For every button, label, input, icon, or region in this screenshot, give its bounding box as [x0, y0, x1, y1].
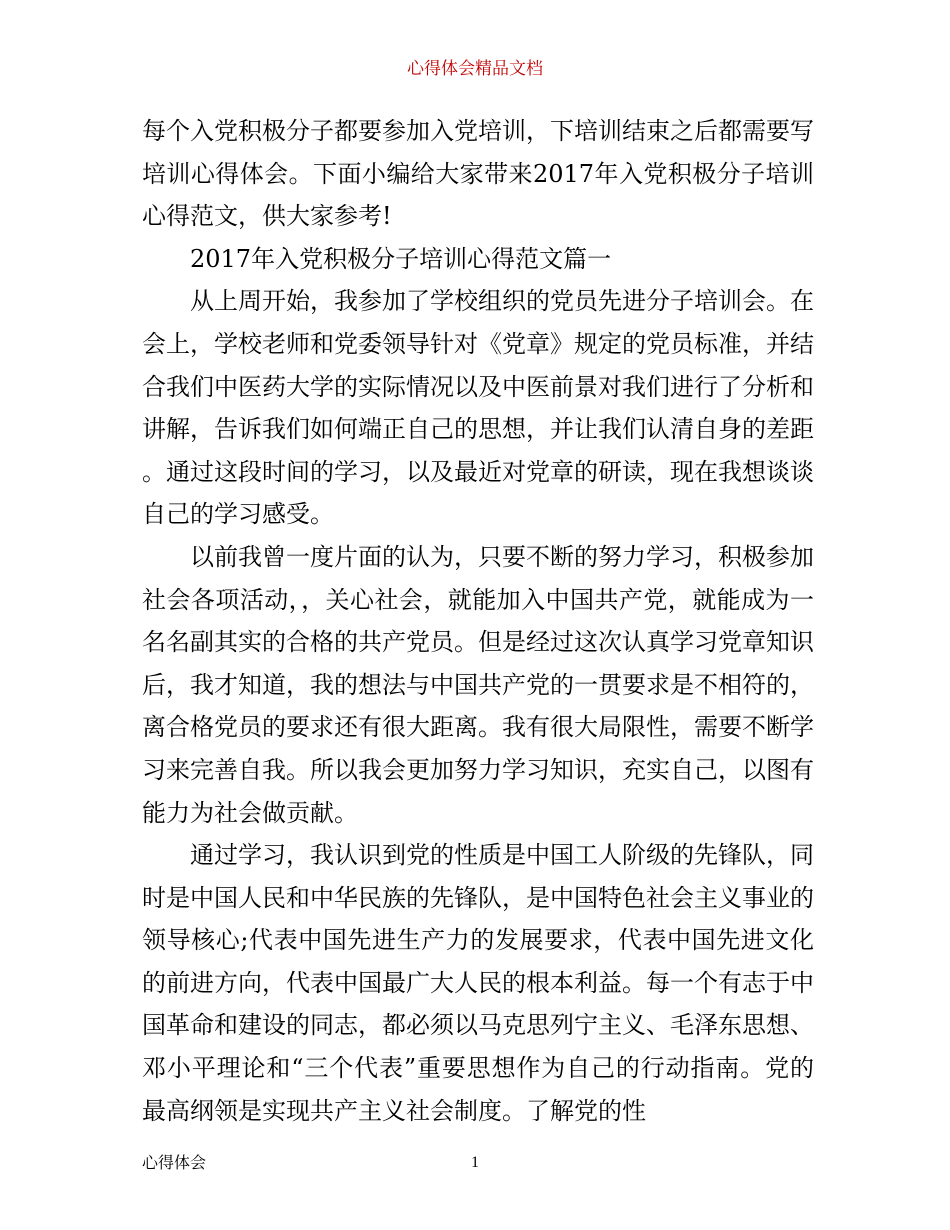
paragraph-3: 通过学习，我认识到党的性质是中国工人阶级的先锋队，同时是中国人民和中华民族的先锋队，是中国特色社会主义事业的领导核心;代表中国先进生产力的发展要求，代表中国先进文化的前进方向，代表中国最广大人民的根本利益。每一个有志于中国革命和建设的同志，都必须以马克思列宁主义、毛泽东思想、邓小平理论和“三个代表”重要思想作为自己的行动指南。党的最高纲领是实现共产主义社会制度。了解党的性 — [142, 841, 814, 1125]
paragraph-intro: 每个入党积极分子都要参加入党培训，下培训结束之后都需要写培训心得体会。下面小编给大家带来2017年入党积极分子培训心得范文，供大家参考! — [142, 117, 814, 231]
paragraph-2: 以前我曾一度片面的认为，只要不断的努力学习，积极参加社会各项活动，，关心社会，就能加入中国共产党，就能成为一名名副其实的合格的共产党员。但是经过这次认真学习党章知识后，我才知道，我的想法与中国共产党的一贯要求是不相符的，离合格党员的要求还有很大距离。我有很大局限性，需要不断学习来完善自我。所以我会更加努力学习知识，充实自己，以图有能力为社会做贡献。 — [142, 542, 814, 827]
document-body — [142, 110, 814, 1132]
page-footer-label: 心得体会 — [142, 1153, 207, 1172]
section-heading: 2017年入党积极分子培训心得范文篇一 — [190, 244, 612, 273]
paragraph-1: 从上周开始，我参加了学校组织的党员先进分子培训会。在会上，学校老师和党委领导针对《党章》规定的党员标准，并结合我们中医药大学的实际情况以及中医前景对我们进行了分析和讲解，告诉我们如何端正自己的思想，并让我们认清自身的差距。通过这段时间的学习，以及最近对党章的研读，现在我想谈谈自己的学习感受。 — [142, 287, 814, 529]
page-number: 1 — [471, 1154, 479, 1171]
page-header-title: 心得体会精品文档 — [407, 59, 543, 79]
